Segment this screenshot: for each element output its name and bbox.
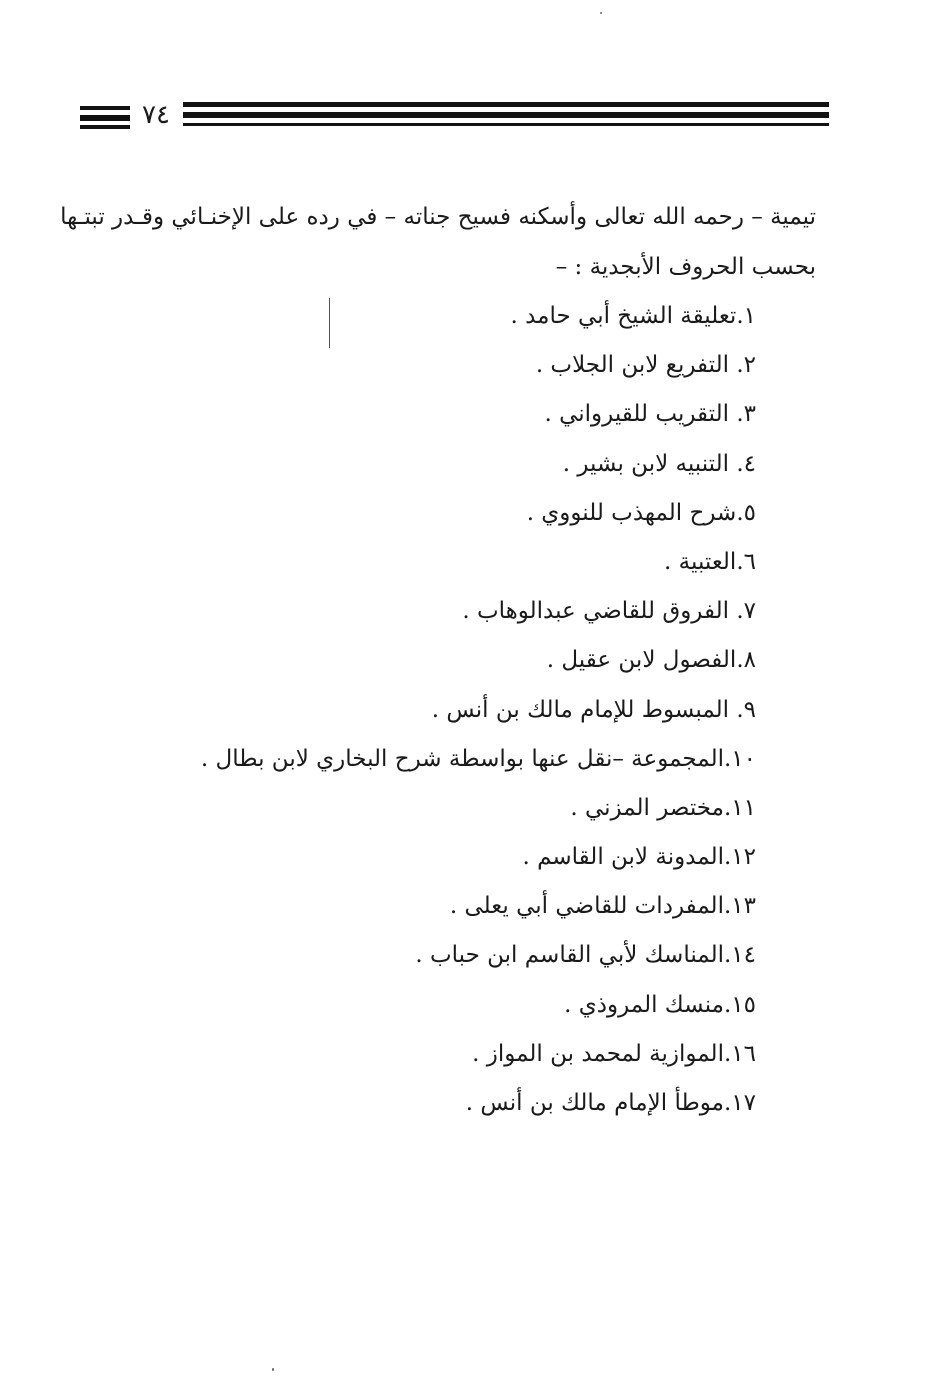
book-list-item: ٦.العتبية . xyxy=(664,548,756,575)
book-list xyxy=(136,292,756,1128)
book-list-item: ١٤.المناسك لأبي القاسم ابن حباب . xyxy=(415,942,756,969)
book-list-item: ٨.الفصول لابن عقيل . xyxy=(546,647,756,674)
intro-line-2: بحسب الحروف الأبجدية : – xyxy=(555,254,816,280)
page-number: ٧٤ xyxy=(142,100,170,130)
book-list-item: ١٣.المفردات للقاضي أبي يعلى . xyxy=(449,893,756,920)
book-list-item: ١٠.المجموعة –نقل عنها بواسطة شرح البخاري لابن بطال . xyxy=(200,745,756,772)
header-rule-left xyxy=(80,106,130,130)
intro-line-1: تيمية – رحمه الله تعالى وأسكنه فسيح جناته – في رده على الإخنـائي وقـدر تبتـها xyxy=(60,204,816,230)
book-list-item: ١٢.المدونة لابن القاسم . xyxy=(522,844,756,871)
book-list-item: ١.تعليقة الشيخ أبي حامد . xyxy=(510,303,756,329)
book-list-item: ٤. التنبيه لابن بشير . xyxy=(562,450,756,477)
header-rule-right xyxy=(183,102,829,128)
book-list-item: ٥.شرح المهذب للنووي . xyxy=(526,499,756,526)
scan-speck xyxy=(600,12,602,14)
book-list-item: ١٥.منسك المروذي . xyxy=(564,991,756,1018)
book-list-item: ٩. المبسوط للإمام مالك بن أنس . xyxy=(431,696,756,723)
book-list-item: ١٧.موطأ الإمام مالك بن أنس . xyxy=(465,1090,756,1116)
book-list-item: ٢. التفريع لابن الجلاب . xyxy=(535,352,756,379)
book-list-item: ٧. الفروق للقاضي عبدالوهاب . xyxy=(462,598,756,625)
book-list-item: ١٦.الموازية لمحمد بن المواز . xyxy=(472,1040,756,1067)
scan-speck xyxy=(272,1368,274,1371)
intro-paragraph xyxy=(60,192,816,292)
book-list-item: ٣. التقريب للقيرواني . xyxy=(544,401,756,428)
book-list-item: ١١.مختصر المزني . xyxy=(570,794,756,821)
